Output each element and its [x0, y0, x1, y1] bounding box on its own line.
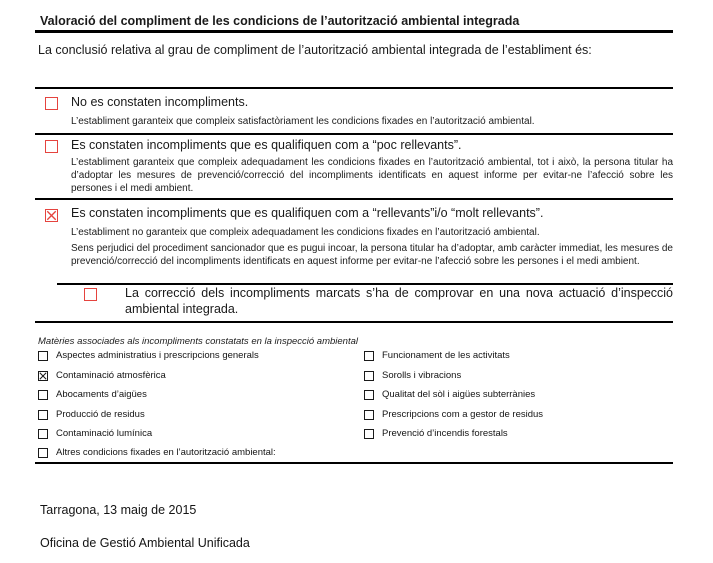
- option-1-checkbox[interactable]: [45, 97, 58, 110]
- followup-checkbox[interactable]: [84, 288, 97, 301]
- option-3-detail-2: Sens perjudici del procediment sancionador que es pugui incoar, la persona titular ha d’adoptar, amb caràcter immediat, les mesures de prevenció/correcció del incompliments identificats en aquest informe per evitar-ne l’afecció sobre les persones i el medi ambient.: [71, 243, 673, 267]
- materies-row: [364, 350, 510, 361]
- materia-label: Contaminació lumínica: [56, 428, 153, 439]
- followup-divider: [57, 283, 673, 285]
- materies-row: [38, 428, 152, 439]
- materies-row: [364, 428, 508, 439]
- materies-heading: Matèries associades als incompliments constatats en la inspecció ambiental: [38, 336, 358, 347]
- materies-row: [364, 409, 543, 420]
- option-3-checkbox[interactable]: [45, 209, 58, 222]
- option-1-detail: L’establiment garanteix que compleix satisfactòriament les condicions fixades en l’autorització ambiental.: [71, 116, 535, 127]
- option-2-detail: L’establiment garanteix que compleix adequadament les condicions fixades en l’autorització ambiental, tot i això, la persona titular ha d’adoptar les mesures de prevenció/correcció del incompliments identificats en aquest informe per evitar-ne l’afecció sobre les persones i el medi ambient.: [71, 157, 673, 194]
- materia-label: Qualitat del sòl i aigües subterrànies: [382, 389, 536, 400]
- materia-label: Abocaments d’aigües: [56, 389, 147, 400]
- materies-row: [38, 447, 276, 458]
- materies-row: [38, 370, 166, 381]
- materia-label: Aspectes administratius i prescripcions generals: [56, 350, 259, 361]
- materia-label: Altres condicions fixades en l’autorització ambiental:: [56, 447, 276, 458]
- followup-text: La correcció dels incompliments marcats s’ha de comprovar en una nova actuació d’inspecció ambiental integrada.: [125, 286, 673, 316]
- materia-checkbox[interactable]: [38, 351, 48, 361]
- place-date: Tarragona, 13 maig de 2015: [40, 503, 197, 517]
- page-title: Valoració del compliment de les condicions de l’autorització ambiental integrada: [40, 14, 520, 28]
- section-divider: [35, 133, 673, 135]
- materia-label: Prescripcions com a gestor de residus: [382, 409, 544, 420]
- materia-label: Funcionament de les activitats: [382, 350, 510, 361]
- materia-checkbox[interactable]: [38, 448, 48, 458]
- x-mark-icon: [39, 372, 47, 380]
- title-rule: [35, 30, 673, 33]
- materies-row: [38, 350, 259, 361]
- option-3-title: Es constaten incompliments que es qualifiquen com a “rellevants”i/o “molt rellevants”.: [71, 206, 544, 220]
- materia-label: Sorolls i vibracions: [382, 370, 462, 381]
- materia-checkbox[interactable]: [364, 390, 374, 400]
- materia-checkbox[interactable]: [364, 371, 374, 381]
- materia-checkbox[interactable]: [38, 429, 48, 439]
- option-1-title: No es constaten incompliments.: [71, 95, 249, 109]
- materies-row: [38, 409, 145, 420]
- materia-checkbox[interactable]: [364, 429, 374, 439]
- materies-row: [364, 370, 461, 381]
- option-2-checkbox[interactable]: [45, 140, 58, 153]
- section-divider: [35, 87, 673, 89]
- materia-label: Prevenció d’incendis forestals: [382, 428, 508, 439]
- materies-row: [364, 389, 535, 400]
- section-divider: [35, 198, 673, 200]
- office-name: Oficina de Gestió Ambiental Unificada: [40, 536, 250, 550]
- section-divider: [35, 321, 673, 323]
- materia-checkbox[interactable]: [38, 371, 48, 381]
- materia-checkbox[interactable]: [364, 410, 374, 420]
- materia-label: Producció de residus: [56, 409, 145, 420]
- option-2-title: Es constaten incompliments que es qualifiquen com a “poc rellevants”.: [71, 138, 462, 152]
- intro-paragraph: La conclusió relativa al grau de compliment de l’autorització ambiental integrada de l’establiment és:: [38, 43, 592, 57]
- materia-checkbox[interactable]: [38, 410, 48, 420]
- materia-label: Contaminació atmosfèrica: [56, 370, 166, 381]
- x-mark-icon: [46, 210, 57, 221]
- materia-checkbox[interactable]: [38, 390, 48, 400]
- section-divider: [35, 462, 673, 464]
- option-3-detail-1: L’establiment no garanteix que compleix adequadament les condicions fixades en l’autorització ambiental.: [71, 227, 540, 238]
- materies-row: [38, 389, 147, 400]
- materia-checkbox[interactable]: [364, 351, 374, 361]
